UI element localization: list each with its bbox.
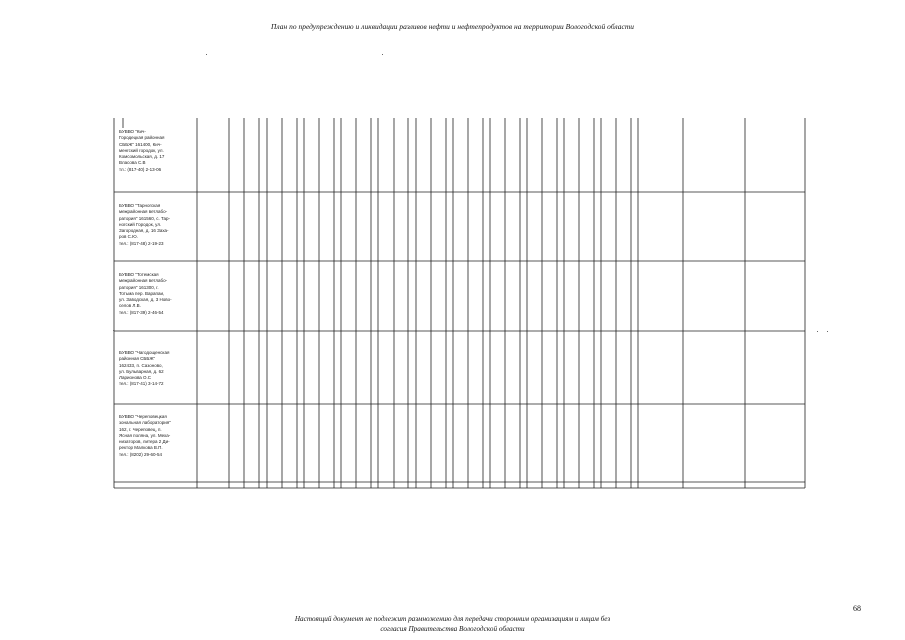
page-footer: [0, 614, 905, 634]
table-row-label-line: БУВВО "Тотемская: [119, 272, 159, 277]
table-row-label-line: ул. Бульварная, д. 62: [119, 368, 164, 374]
table-row-label-line: ратория" 161300, г.: [119, 284, 159, 290]
scan-speck: [113, 330, 114, 331]
scan-speck: [827, 331, 828, 332]
table-row-label-line: селов Л.В.: [119, 303, 141, 309]
table-row-label: [119, 414, 197, 458]
table-row-label: [119, 203, 197, 247]
table-row-label-line: Загородная, д. 16 Заха-: [119, 228, 169, 234]
table-row-label-line: межрайонная ветлабо-: [119, 278, 168, 284]
table-row-label-line: ул. Заводская, д. 3 Ново-: [119, 297, 172, 303]
table-row-label-line: СББЖ" 161400, Кич-: [119, 141, 162, 147]
table-row-label: [119, 129, 197, 173]
page-header: План по предупреждению и ликвидации разливов нефти и нефтепродуктов на территории Вологодской области: [270, 22, 634, 31]
table-row-label-line: Комсомольская, д. 17: [119, 154, 165, 160]
table-row-label-line: 162, г. Череповец, п.: [119, 426, 162, 432]
table-row-label-line: ректор Малкова В.П.: [119, 445, 163, 451]
table-row-label-line: Тотьма пер. Варапаи,: [119, 290, 165, 296]
table-row-label-line: БУВВО "Чагодощенская: [119, 350, 170, 355]
table-row-label-line: районная СББЖ": [119, 356, 156, 362]
scan-speck: [382, 54, 383, 55]
table-row-label-line: ратория" 161560, с. Тар-: [119, 215, 171, 221]
table-row-label-line: тел.: (817-48) 2-19-23: [119, 240, 164, 246]
page-number: 68: [853, 604, 861, 613]
table-row-label-line: ров С.Ю.: [119, 234, 138, 240]
table-row-label-line: Ясная поляна, ул. Меха-: [119, 432, 171, 438]
scan-speck: [817, 331, 818, 332]
footer-line-2: согласия Правительства Вологодской области: [380, 625, 525, 633]
table-row-label-line: Городецкая районная: [119, 135, 165, 141]
footer-line-1: Настоящий документ не подлежит размножению для передачи сторонним организациям и лицам без: [294, 615, 611, 623]
table-row-label-line: БУВВО "Тарногская: [119, 203, 161, 208]
table-row-label-line: менгский городок, ул.: [119, 147, 164, 153]
table-row-label-line: ногский Городок, ул.: [119, 221, 162, 227]
table-row-label-line: низаторов, литера 2 Ди-: [119, 439, 170, 445]
table-row-label: [119, 272, 197, 316]
scan-speck: [206, 54, 207, 55]
table-row-label-line: зональная лаборатория": [119, 420, 171, 426]
table-row-label-line: 162433, п. Сазоново,: [119, 362, 163, 368]
table-row-label-line: тел.: (817-39) 2-46-54: [119, 309, 164, 315]
table-row-label-line: Власова С.В: [119, 160, 146, 166]
table-row-label-line: БУВВО "Кич-: [119, 129, 146, 134]
table-row-label-line: тл.: (817-40) 2-13-06: [119, 166, 162, 172]
table-row-label-line: тел.: (817-41) 3-14-72: [119, 381, 164, 387]
table-row-label-line: БУВВО "Череповецкая: [119, 414, 167, 419]
table-row-label-line: тел.: (8202) 29-60-54: [119, 451, 163, 457]
table-row-label-line: межрайонная ветлабо-: [119, 209, 168, 215]
table-row-label: [119, 350, 197, 388]
table-row-label-line: Ларионова О.С: [119, 375, 152, 381]
